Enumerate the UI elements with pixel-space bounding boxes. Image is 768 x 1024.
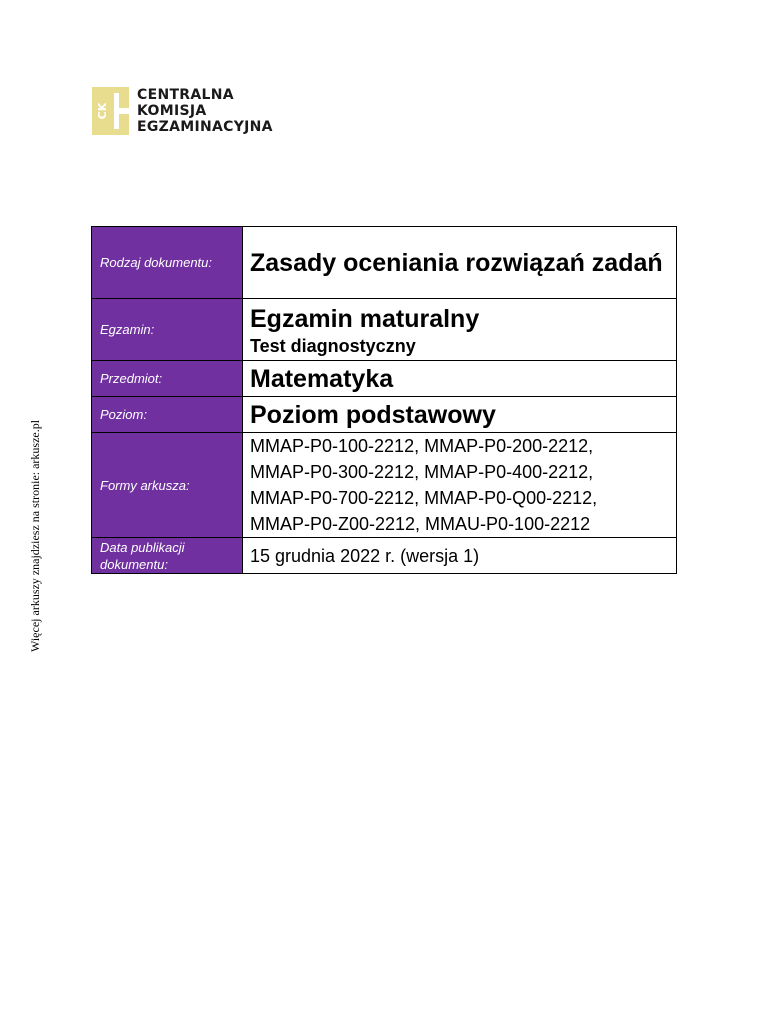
value-subject	[243, 361, 677, 397]
logo-mark-text: CK	[96, 102, 109, 120]
logo-line-1: CENTRALNA	[137, 87, 234, 103]
label-document-type: Rodzaj dokumentu:	[92, 227, 243, 299]
label-subject: Przedmiot:	[92, 361, 243, 397]
row-exam	[92, 299, 677, 361]
row-subject	[92, 361, 677, 397]
level-text: Poziom podstawowy	[250, 400, 496, 429]
logo-wordmark	[137, 87, 273, 135]
cke-logo	[92, 86, 273, 136]
row-publication-date	[92, 538, 677, 574]
cke-logo-mark	[92, 87, 129, 135]
document-info-table	[91, 226, 677, 574]
logo-line-2: KOMISJA	[137, 103, 207, 119]
side-note: Więcej arkuszy znajdziesz na stronie: arkusze.pl	[28, 419, 42, 652]
value-publication-date	[243, 538, 677, 574]
exam-name: Egzamin maturalny	[250, 304, 480, 333]
exam-subtitle: Test diagnostyczny	[250, 335, 416, 356]
label-publication-date: Data publikacji dokumentu:	[92, 538, 243, 574]
row-level	[92, 397, 677, 433]
label-exam: Egzamin:	[92, 299, 243, 361]
row-document-type	[92, 227, 677, 299]
forms-line-4: MMAP-P0-Z00-2212, MMAU-P0-100-2212	[250, 514, 591, 534]
value-level	[243, 397, 677, 433]
logo-line-3: EGZAMINACYJNA	[137, 119, 273, 135]
value-document-type	[243, 227, 677, 299]
forms-line-2: MMAP-P0-300-2212, MMAP-P0-400-2212,	[250, 462, 594, 482]
publication-date-text: 15 grudnia 2022 r. (wersja 1)	[250, 545, 480, 566]
subject-text: Matematyka	[250, 364, 394, 393]
document-type-text: Zasady oceniania rozwiązań zadań	[250, 248, 663, 277]
forms-line-1: MMAP-P0-100-2212, MMAP-P0-200-2212,	[250, 436, 594, 456]
label-forms: Formy arkusza:	[92, 433, 243, 538]
row-forms	[92, 433, 677, 538]
value-forms	[243, 433, 677, 538]
forms-line-3: MMAP-P0-700-2212, MMAP-P0-Q00-2212,	[250, 488, 598, 508]
value-exam	[243, 299, 677, 361]
label-level: Poziom:	[92, 397, 243, 433]
